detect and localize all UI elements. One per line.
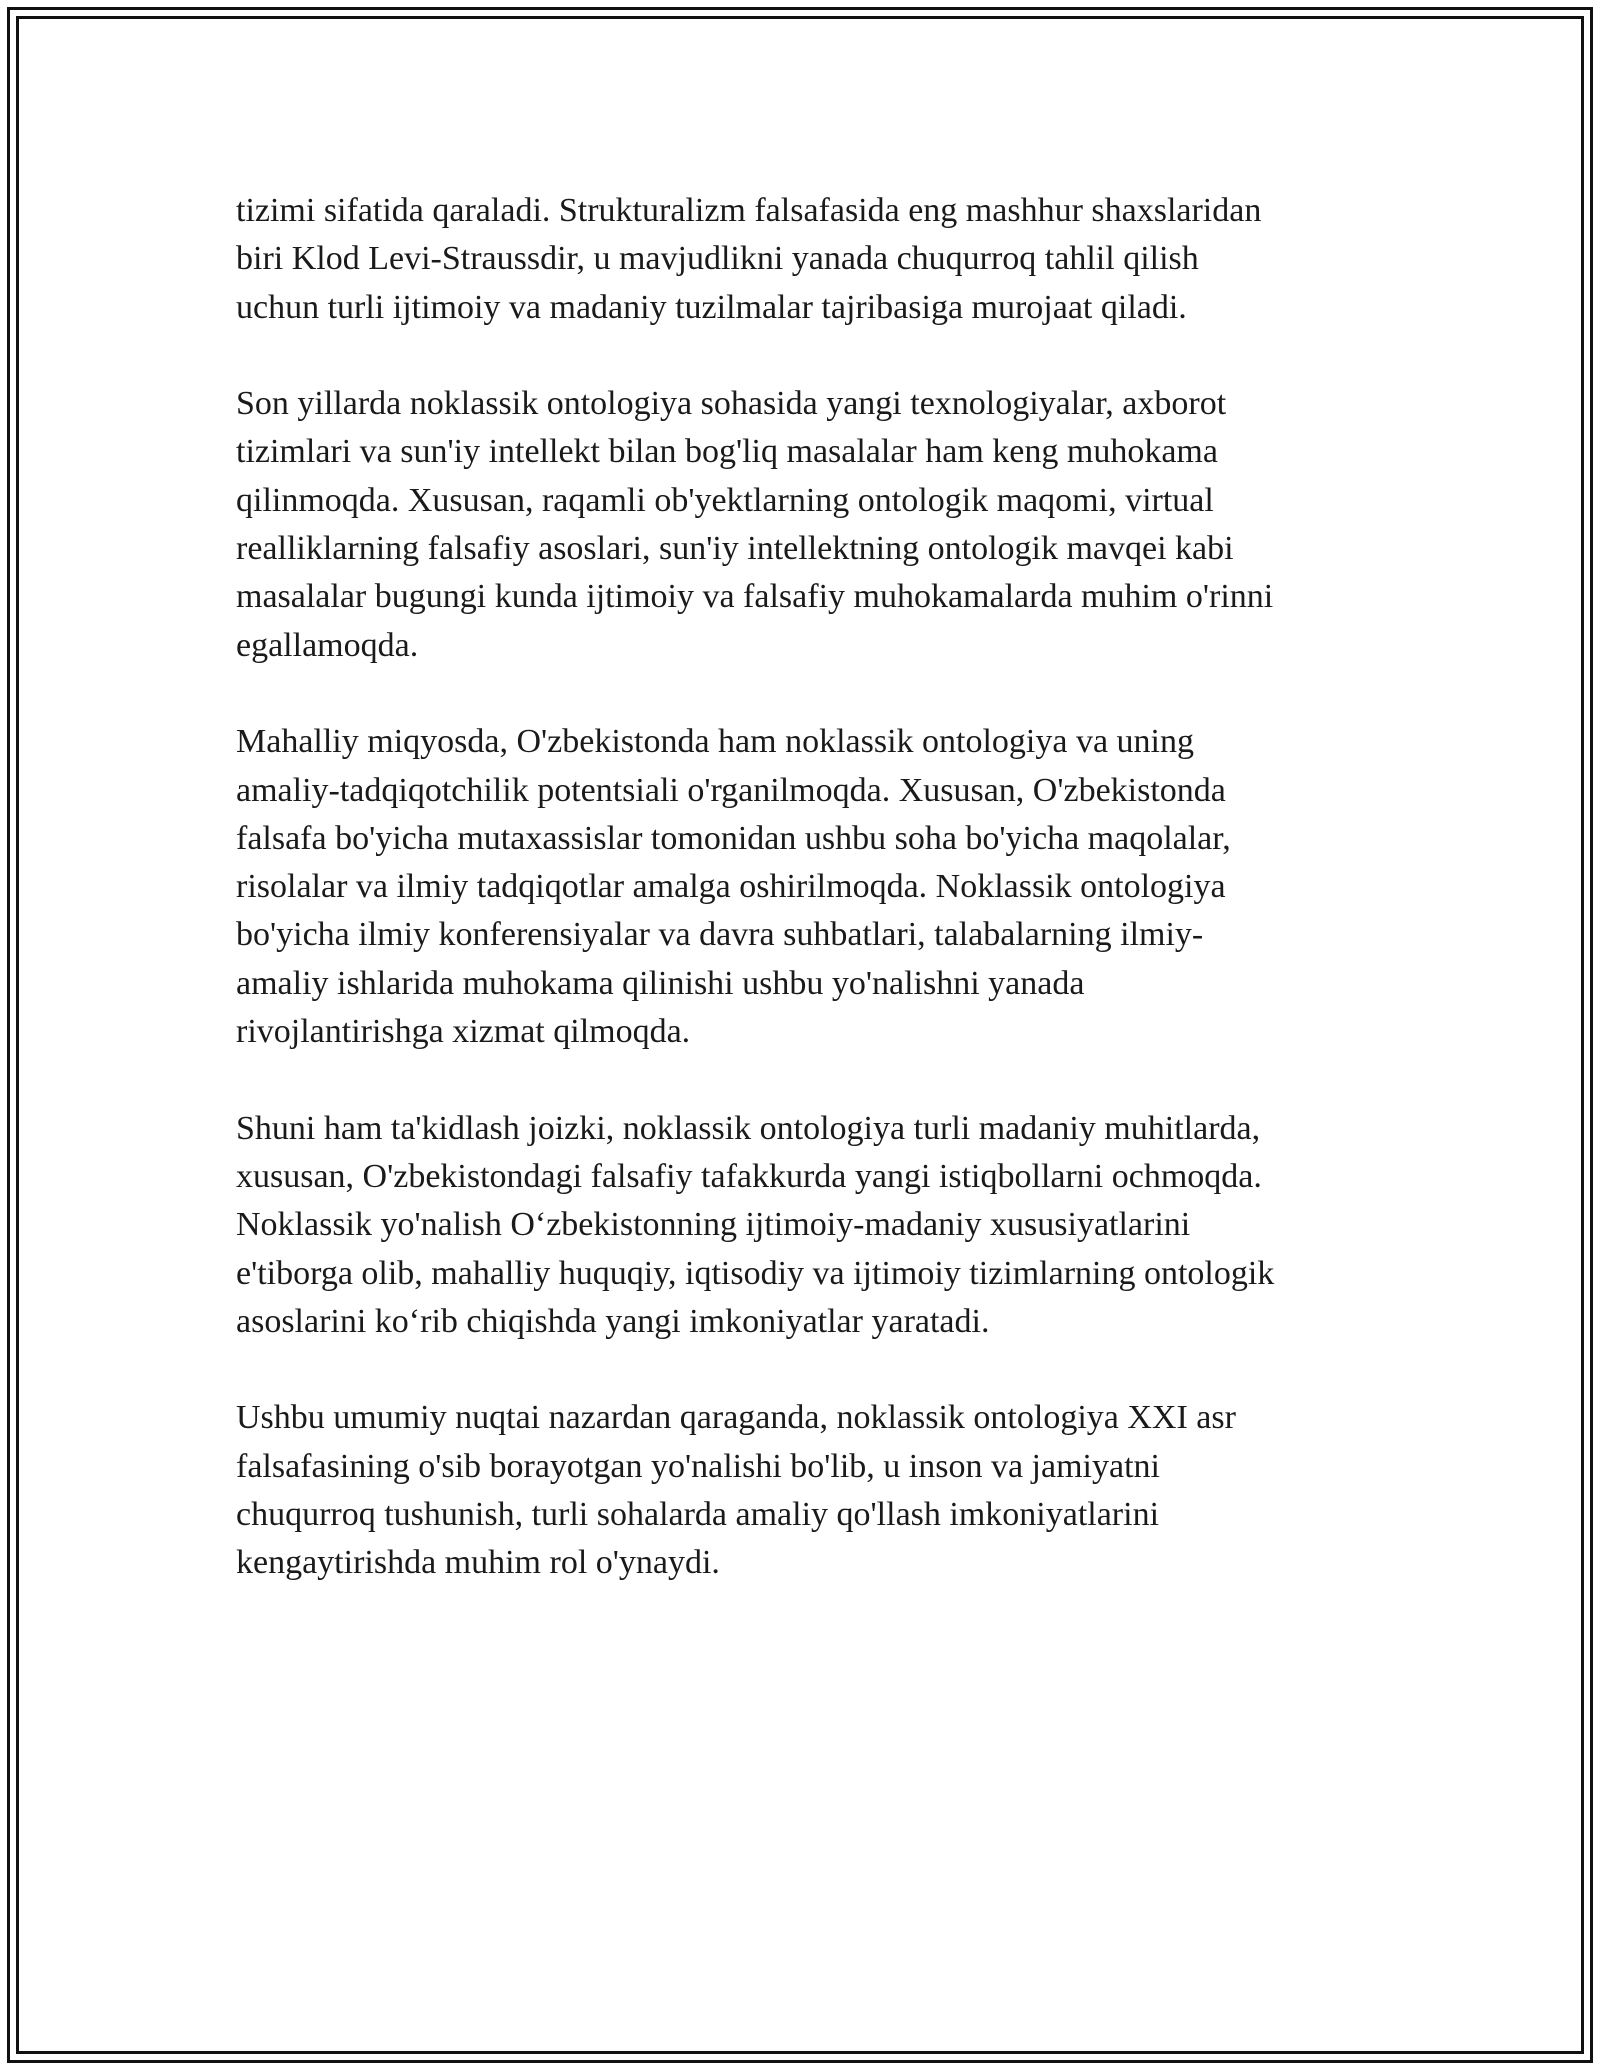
paragraph-conclusion: Ushbu umumiy nuqtai nazardan qaraganda, noklassik ontologiya XXI asr falsafasining o'sib borayotgan yo'nalishi bo'lib, u inson va jamiyatni chuqurroq tushunish, turli sohalarda amaliy qo'llash imkoniyatlarini kengaytirishda muhim rol o'ynaydi. xyxy=(236,1399,1236,1582)
paragraph-structuralism: tizimi sifatida qaraladi. Strukturalizm falsafasida eng mashhur shaxslaridan biri Klod Levi-Straussdir, u mavjudlikni yanada chuqurroq tahlil qilish uchun turli ijtimoiy va madaniy tuzilmalar tajribasiga murojaat qiladi. xyxy=(236,192,1262,326)
paragraph-cultural-perspectives: Shuni ham ta'kidlash joizki, noklassik ontologiya turli madaniy muhitlarda, xususan, O'zbekistondagi falsafiy tafakkurda yangi istiqbollarni ochmoqda. Noklassik yo'nalish O‘zbekistonning ijtimoiy-madaniy xususiyatlarini e'tiborga olib, mahalliy huquqiy, iqtisodiy va ijtimoiy tizimlarning ontologik asoslarini ko‘rib chiqishda yangi imkoniyatlar yaratadi. xyxy=(236,1109,1275,1340)
document-body xyxy=(236,187,1364,1636)
paragraph-new-technologies: Son yillarda noklassik ontologiya sohasida yangi texnologiyalar, axborot tizimlari va sun'iy intellekt bilan bog'liq masalalar ham keng muhokama qilinmoqda. Xususan, raqamli ob'yektlarning ontologik maqomi, virtual realliklarning falsafiy asoslari, sun'iy intellektning ontologik mavqei kabi masalalar bugungi kunda ijtimoiy va falsafiy muhokamalarda muhim o'rinni egallamoqda. xyxy=(236,385,1274,664)
paragraph-uzbekistan-research: Mahalliy miqyosda, O'zbekistonda ham noklassik ontologiya va uning amaliy-tadqiqotchilik potentsiali o'rganilmoqda. Xususan, O'zbekistonda falsafa bo'yicha mutaxassislar tomonidan ushbu soha bo'yicha maqolalar, risolalar va ilmiy tadqiqotlar amalga oshirilmoqda. Noklassik ontologiya bo'yicha ilmiy konferensiyalar va davra suhbatlari, talabalarning ilmiy- amaliy ishlarida muhokama qilinishi ushbu yo'nalishni yanada rivojlantirishga xizmat qilmoqda. xyxy=(236,723,1231,1051)
